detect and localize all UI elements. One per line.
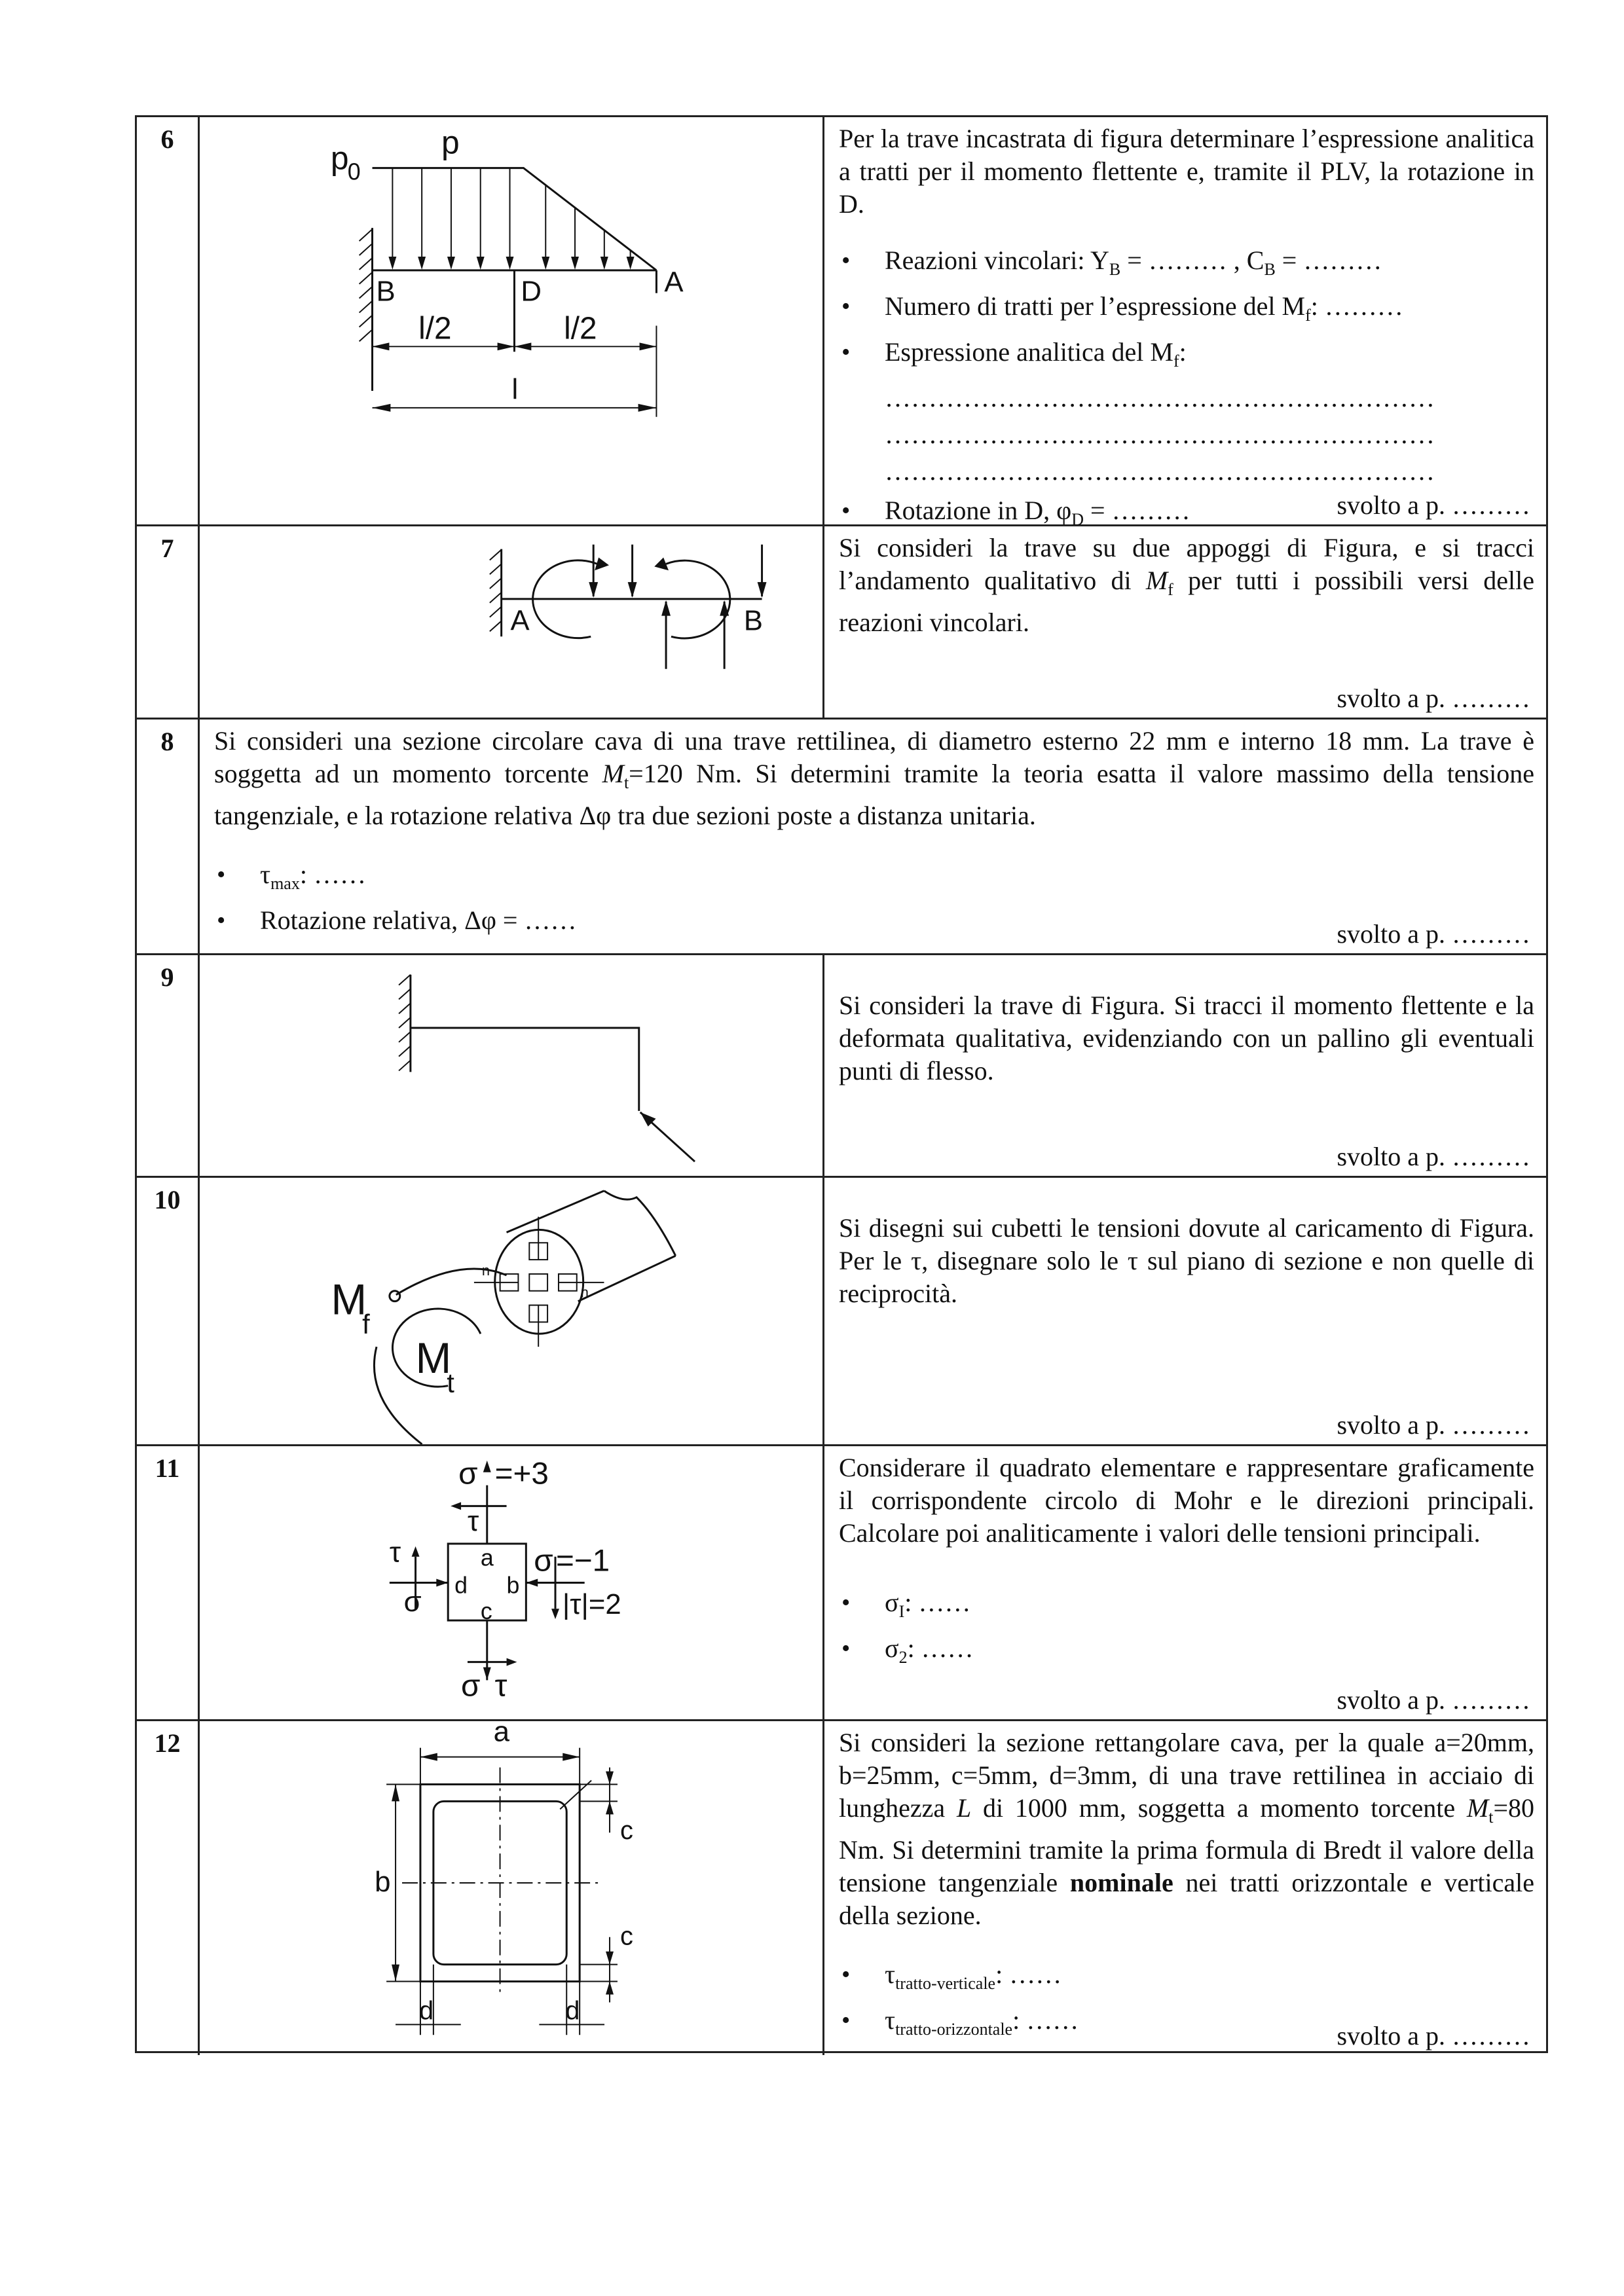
answer-list (839, 244, 1534, 378)
cantilever-load-diagram (200, 117, 822, 524)
exercise-statement: Si consideri la trave su due appoggi di Figura, e si tracci l’andamento qualitativo di $M_f$ per tutti i possibili versi delle reazioni vincolari. (839, 533, 1535, 637)
dotted-line: ……………………………………………………… (885, 456, 1435, 486)
exercise-statement: Considerare il quadrato elementare e rappresentare graficamente il corrispondente circolo di Mohr e le direzioni principali. Calcolare poi analiticamente i valori delle tensioni principali. (839, 1453, 1534, 1548)
svolto-reference: svolto a p. ……… (1337, 1142, 1530, 1171)
exercise-text (824, 117, 1546, 529)
answer-item: • Rotazione relativa, Δφ = …… (260, 904, 1534, 937)
support-a-label: A (510, 605, 530, 637)
point-b-label: B (376, 275, 396, 308)
exercise-text (824, 955, 1546, 1176)
answer-item: • $\sigma_I$: …… (885, 1586, 1534, 1628)
mt-label: M (415, 1334, 452, 1382)
answer-item: • Numero di tratti per l’espressione del $M_f$: ……… (885, 290, 1534, 332)
sigma-left-label: σ (403, 1586, 422, 1618)
dim-d-label: d (418, 1996, 434, 2026)
bent-beam-diagram (200, 955, 822, 1176)
exercise-figure (200, 526, 824, 718)
dotted-line: ……………………………………………………… (885, 420, 1435, 449)
exercise-figure (200, 1721, 824, 2055)
point-d-label: D (521, 275, 542, 308)
normal-n-label: n (580, 1284, 589, 1301)
dotted-line: ……………………………………………………… (885, 383, 1435, 412)
exercise-table (135, 115, 1548, 2053)
exercise-row-8 (137, 720, 1546, 955)
exercise-row-6 (137, 117, 1546, 529)
svolto-reference: svolto a p. ……… (1337, 683, 1530, 713)
exercise-number: 6 (137, 117, 200, 524)
answer-item: • $\tau_{tratto-verticale}$: …… (885, 1958, 1534, 2000)
sigma-bottom-label: σ (461, 1668, 481, 1704)
answer-item: • Reazioni vincolari: $Y_B$ = ……… , $C_B$ = ……… (885, 244, 1534, 286)
exercise-statement: Si consideri la trave di Figura. Si tracci il momento flettente e la deformata qualitativa, evidenziando con un pallino gli eventuali punti di flesso. (839, 991, 1534, 1085)
sigma-right-value: =−1 (556, 1543, 610, 1578)
answer-item: • $\sigma_2$: …… (885, 1632, 1534, 1674)
exercise-number: 11 (137, 1446, 200, 1719)
dotted-answer-lines (839, 382, 1534, 488)
exercise-row-10 (137, 1178, 1546, 1446)
exercise-text (824, 526, 1546, 718)
length-label: l (511, 373, 519, 405)
tau-left-label: τ (389, 1536, 401, 1569)
tau-right-value: |τ|=2 (562, 1588, 621, 1621)
p0-label: p (330, 139, 349, 177)
half-length-label: l/2 (564, 311, 597, 346)
hollow-rect-section-diagram (200, 1721, 822, 2055)
exercise-text (824, 1721, 1546, 2055)
exercise-figure (200, 955, 824, 1176)
exercise-number: 10 (137, 1178, 200, 1444)
exercise-row-11 (137, 1446, 1546, 1721)
half-length-label: l/2 (418, 311, 452, 346)
exercise-row-7 (137, 526, 1546, 720)
normal-n-label: n (481, 1262, 490, 1279)
svolto-reference: svolto a p. ……… (1337, 490, 1530, 520)
svolto-reference: svolto a p. ……… (1337, 1410, 1530, 1440)
tau-bottom-label: τ (494, 1668, 507, 1704)
tau-top-label: τ (467, 1505, 479, 1538)
answer-list (839, 1586, 1534, 1674)
answer-item: • Rotazione in D, $\varphi_D$ = ……… (885, 494, 1534, 536)
dim-d-label: d (565, 1996, 580, 2026)
face-c-label: c (480, 1598, 492, 1625)
exercise-statement: Si disegni sui cubetti le tensioni dovute al caricamento di Figura. Per le τ, disegnare solo le τ sul piano di sezione e non quelle di reciprocità. (839, 1213, 1534, 1308)
dim-b-label: b (375, 1865, 391, 1898)
sigma-top-label: σ (458, 1456, 478, 1491)
answer-item: • $\tau_{max}$: …… (260, 858, 1534, 900)
exercise-number: 12 (137, 1721, 200, 2055)
sigma-right-label: σ (534, 1543, 553, 1578)
exercise-statement: Si consideri una sezione circolare cava di una trave rettilinea, di diametro esterno 22 mm e interno 18 mm. La trave è soggetta ad un momento torcente $M_t=120$ Nm. Si determini tramite la teoria esatta il valore massimo della tensione tangenziale, e la rotazione relativa Δφ tra due sezioni poste a distanza unitaria. (214, 726, 1534, 830)
face-d-label: d (454, 1572, 468, 1599)
dim-a-label: a (493, 1721, 509, 1748)
p0-sub-label: 0 (347, 158, 361, 185)
stress-element-diagram (200, 1446, 822, 1719)
exercise-text (200, 720, 1546, 953)
answer-item: • Espressione analitica del $M_f$: (885, 336, 1534, 378)
support-b-label: B (743, 605, 763, 637)
sigma-top-value: =+3 (494, 1456, 549, 1491)
answer-item: • $\tau_{tratto-orizzontale}$: …… (885, 2004, 1534, 2046)
dim-c-label: c (619, 1922, 633, 1951)
mt-sub-label: t (447, 1367, 454, 1398)
svolto-reference: svolto a p. ……… (1337, 919, 1530, 949)
mf-sub-label: f (362, 1309, 370, 1340)
point-a-label: A (664, 266, 684, 299)
svolto-reference: svolto a p. ……… (1337, 1685, 1530, 1715)
mf-label: M (331, 1275, 367, 1324)
face-a-label: a (480, 1544, 494, 1571)
exercise-number: 8 (137, 720, 200, 953)
exercise-text (824, 1446, 1546, 1719)
simply-supported-beam-diagram (200, 526, 822, 718)
exercise-figure (200, 1178, 824, 1444)
p-label: p (441, 124, 460, 161)
exercise-statement: Si consideri la sezione rettangolare cava, per la quale a=20mm, b=25mm, c=5mm, d=3mm, di una trave rettilinea in acciaio di lunghezza L di 1000 mm, soggetta a momento torcente $M_t=80$ Nm. Si determini tramite la prima formula di Bredt il valore della tensione tangenziale nominale nei tratti orizzontale e verticale della sezione. (839, 1728, 1534, 1930)
exercise-number: 9 (137, 955, 200, 1176)
exercise-row-9 (137, 955, 1546, 1178)
shaft-cubes-diagram (200, 1178, 822, 1444)
svolto-reference: svolto a p. ……… (1337, 2021, 1530, 2050)
exercise-text (824, 1178, 1546, 1444)
exercise-figure (200, 1446, 824, 1719)
face-b-label: b (506, 1572, 520, 1599)
exercise-intro: Per la trave incastrata di figura determinare l’espressione analitica a tratti per il momento flettente e, tramite il PLV, la rotazione in D. (839, 124, 1534, 219)
exercise-number: 7 (137, 526, 200, 718)
dim-c-label: c (619, 1816, 633, 1846)
exercise-figure (200, 117, 824, 524)
exercise-row-12 (137, 1721, 1546, 2055)
